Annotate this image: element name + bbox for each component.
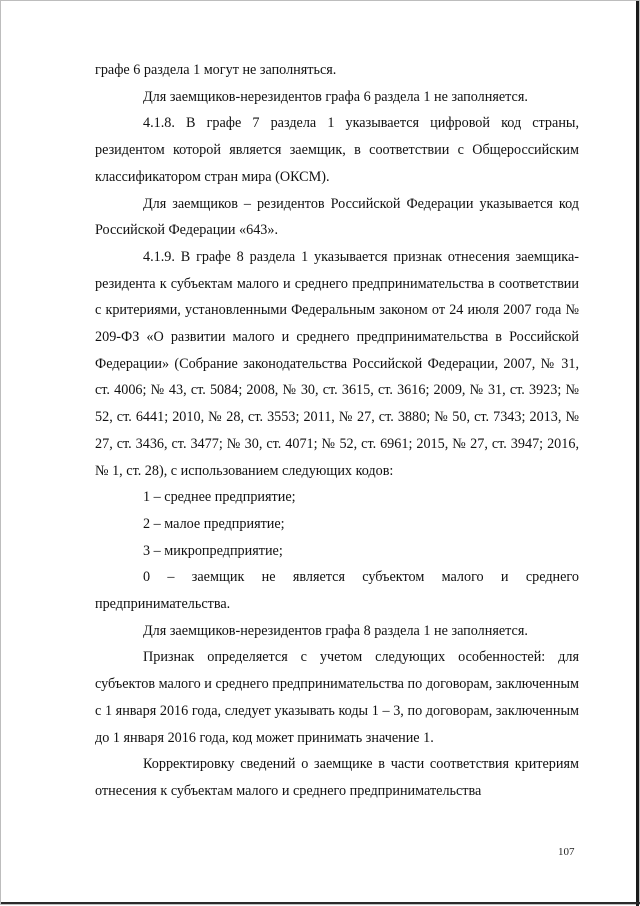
paragraph-4-1-8: 4.1.8. В графе 7 раздела 1 указывается цифровой код страны, резидентом которой является заемщик, в соответствии с Общероссийским классификатором стран мира (ОКСМ).	[95, 115, 579, 185]
paragraph-feature-determination: Признак определяется с учетом следующих особенностей: для субъектов малого и среднего предпринимательства по договорам, заключенным с 1 января 2016 года, следует указывать коды 1 – 3, по договорам, заключенным до 1 января 2016 года, код может принимать значение 1.	[95, 649, 579, 746]
list-item-code-2: 2 – малое предприятие;	[143, 515, 285, 532]
paragraph-correction: Корректировку сведений о заемщике в части соответствия критериям отнесения к субъектам малого и среднего предпринимательства	[95, 756, 579, 799]
scan-edge-right	[636, 1, 639, 906]
document-body	[95, 57, 579, 805]
paragraph-continuation: графе 6 раздела 1 могут не заполняться.	[95, 62, 337, 78]
paragraph-residents-code: Для заемщиков – резидентов Российской Федерации указывается код Российской Федерации «643».	[95, 195, 579, 239]
paragraph-4-1-9: 4.1.9. В графе 8 раздела 1 указывается признак отнесения заемщика-резидента к субъектам малого и среднего предпринимательства в соответствии с критериями, установленными Федеральным законом от 24 июля 2007 года № 209-ФЗ «О развитии малого и среднего предпринимательства в Российской Федерации» (Собрание законодательства Российской Федерации, 2007, № 31, ст. 4006; № 43, ст. 5084; 2008, № 30, ст. 3615, ст. 3616; 2009, № 31, ст. 3923; № 52, ст. 6441; 2010, № 28, ст. 3553; 2011, № 27, ст. 3880; № 50, ст. 7343; 2013, № 27, ст. 3436, ст. 3477; № 30, ст. 4071; № 52, ст. 6961; 2015, № 27, ст. 3947; 2016, № 1, ст. 28), с использованием следующих кодов:	[95, 248, 579, 479]
paragraph-nonresidents-column-6: Для заемщиков-нерезидентов графа 6 раздела 1 не заполняется.	[143, 88, 528, 105]
list-item-code-0: 0 – заемщик не является субъектом малого и среднего предпринимательства.	[95, 569, 579, 613]
list-item-code-1: 1 – среднее предприятие;	[143, 489, 296, 506]
list-item-code-3: 3 – микропредприятие;	[143, 542, 283, 559]
paragraph-nonresidents-column-8: Для заемщиков-нерезидентов графа 8 раздела 1 не заполняется.	[143, 622, 528, 639]
scan-edge-bottom	[1, 902, 640, 904]
page-number: 107	[558, 846, 575, 858]
